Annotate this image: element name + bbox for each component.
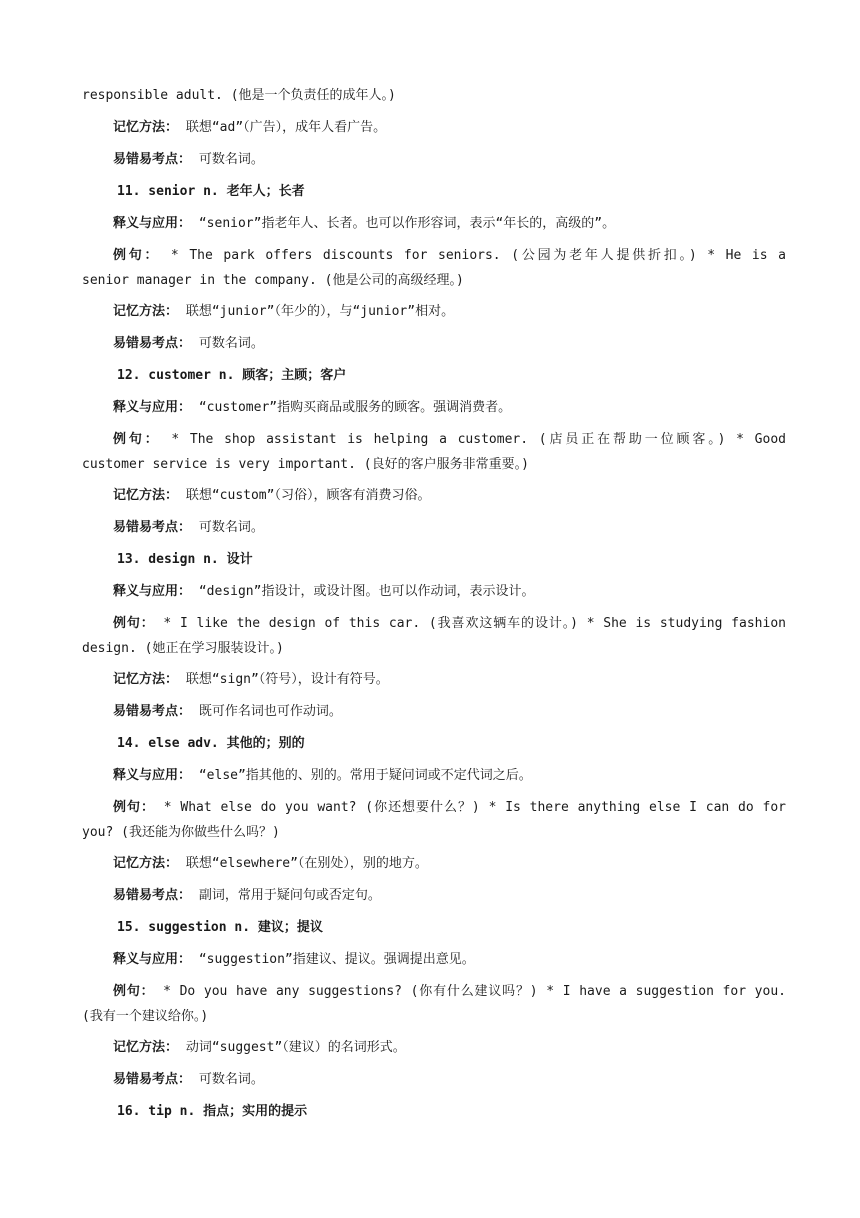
definition: 释义与应用： “design”指设计，或设计图。也可以作动词，表示设计。	[113, 584, 535, 599]
example: 例句： * I like the design of this car. (我喜欢这辆车的设计。) * She is studying fashion	[113, 616, 786, 631]
continuation-line: responsible adult. (他是一个负责任的成年人。)	[82, 88, 396, 103]
example: 例句： * What else do you want? (你还想要什么？) * Is there anything else I can do for	[113, 800, 786, 815]
label: 记忆方法：	[113, 488, 179, 503]
definition: 释义与应用： “suggestion”指建议、提议。强调提出意见。	[113, 952, 475, 967]
label: 易错易考点：	[113, 704, 192, 719]
entry-heading: 12. customer n. 顾客；主顾；客户	[117, 368, 347, 383]
label: 记忆方法：	[113, 1040, 179, 1055]
definition: 释义与应用： “else”指其他的、别的。常用于疑问词或不定代词之后。	[113, 768, 532, 783]
exam-point: 易错易考点： 可数名词。	[113, 520, 264, 535]
memory-method: 记忆方法： 联想“sign”（符号），设计有符号。	[113, 672, 389, 687]
example-continuation: customer service is very important. (良好的客户服务非常重要。)	[82, 457, 529, 472]
entry-heading: 14. else adv. 其他的；别的	[117, 736, 305, 751]
label: 释义与应用：	[113, 216, 192, 231]
memory-method: 记忆方法： 联想“custom”（习俗），顾客有消费习俗。	[113, 488, 431, 503]
definition: 释义与应用： “customer”指购买商品或服务的顾客。强调消费者。	[113, 400, 512, 415]
example-continuation: senior manager in the company. (他是公司的高级经理。)	[82, 273, 464, 288]
entry-heading: 13. design n. 设计	[117, 552, 253, 567]
memory-method: 记忆方法： 动词“suggest”（建议）的名词形式。	[113, 1040, 406, 1055]
entry-heading: 11. senior n. 老年人；长者	[117, 184, 305, 199]
label: 记忆方法：	[113, 856, 179, 871]
label: 例句：	[113, 616, 155, 631]
label: 易错易考点：	[113, 888, 192, 903]
example: 例句： * Do you have any suggestions? (你有什么建议吗？) * I have a suggestion for you.	[113, 984, 786, 999]
label: 释义与应用：	[113, 768, 192, 783]
label: 记忆方法：	[113, 304, 179, 319]
example-continuation: design. (她正在学习服装设计。)	[82, 641, 284, 656]
label: 释义与应用：	[113, 952, 192, 967]
entry-heading: 15. suggestion n. 建议；提议	[117, 920, 323, 935]
exam-point: 易错易考点： 可数名词。	[113, 1072, 264, 1087]
definition: 释义与应用： “senior”指老年人、长者。也可以作形容词，表示“年长的，高级的”。	[113, 216, 616, 231]
memory-method: 记忆方法： 联想“elsewhere”（在别处），别的地方。	[113, 856, 428, 871]
example-continuation: (我有一个建议给你。)	[82, 1009, 209, 1024]
example: 例句： * The park offers discounts for seniors. (公园为老年人提供折扣。) * He is a	[113, 248, 786, 263]
exam-point: 易错易考点： 既可作名词也可作动词。	[113, 704, 342, 719]
label: 例句：	[113, 432, 161, 447]
label: 记忆方法：	[113, 120, 179, 135]
example-continuation: you? (我还能为你做些什么吗？)	[82, 825, 280, 840]
label: 易错易考点：	[113, 520, 192, 535]
label: 例句：	[113, 800, 155, 815]
label: 记忆方法：	[113, 672, 179, 687]
exam-point: 易错易考点： 副词，常用于疑问句或否定句。	[113, 888, 381, 903]
label: 例句：	[113, 248, 161, 263]
memory-method: 记忆方法： 联想“ad”（广告），成年人看广告。	[113, 120, 387, 135]
label: 易错易考点：	[113, 152, 192, 167]
exam-point: 易错易考点： 可数名词。	[113, 336, 264, 351]
label: 易错易考点：	[113, 1072, 192, 1087]
label: 例句：	[113, 984, 155, 999]
label: 释义与应用：	[113, 400, 192, 415]
exam-point: 易错易考点： 可数名词。	[113, 152, 264, 167]
example: 例句： * The shop assistant is helping a customer. (店员正在帮助一位顾客。) * Good	[113, 432, 786, 447]
label: 易错易考点：	[113, 336, 192, 351]
label: 释义与应用：	[113, 584, 192, 599]
entry-heading: 16. tip n. 指点；实用的提示	[117, 1104, 308, 1119]
memory-method: 记忆方法： 联想“junior”（年少的），与“junior”相对。	[113, 304, 455, 319]
